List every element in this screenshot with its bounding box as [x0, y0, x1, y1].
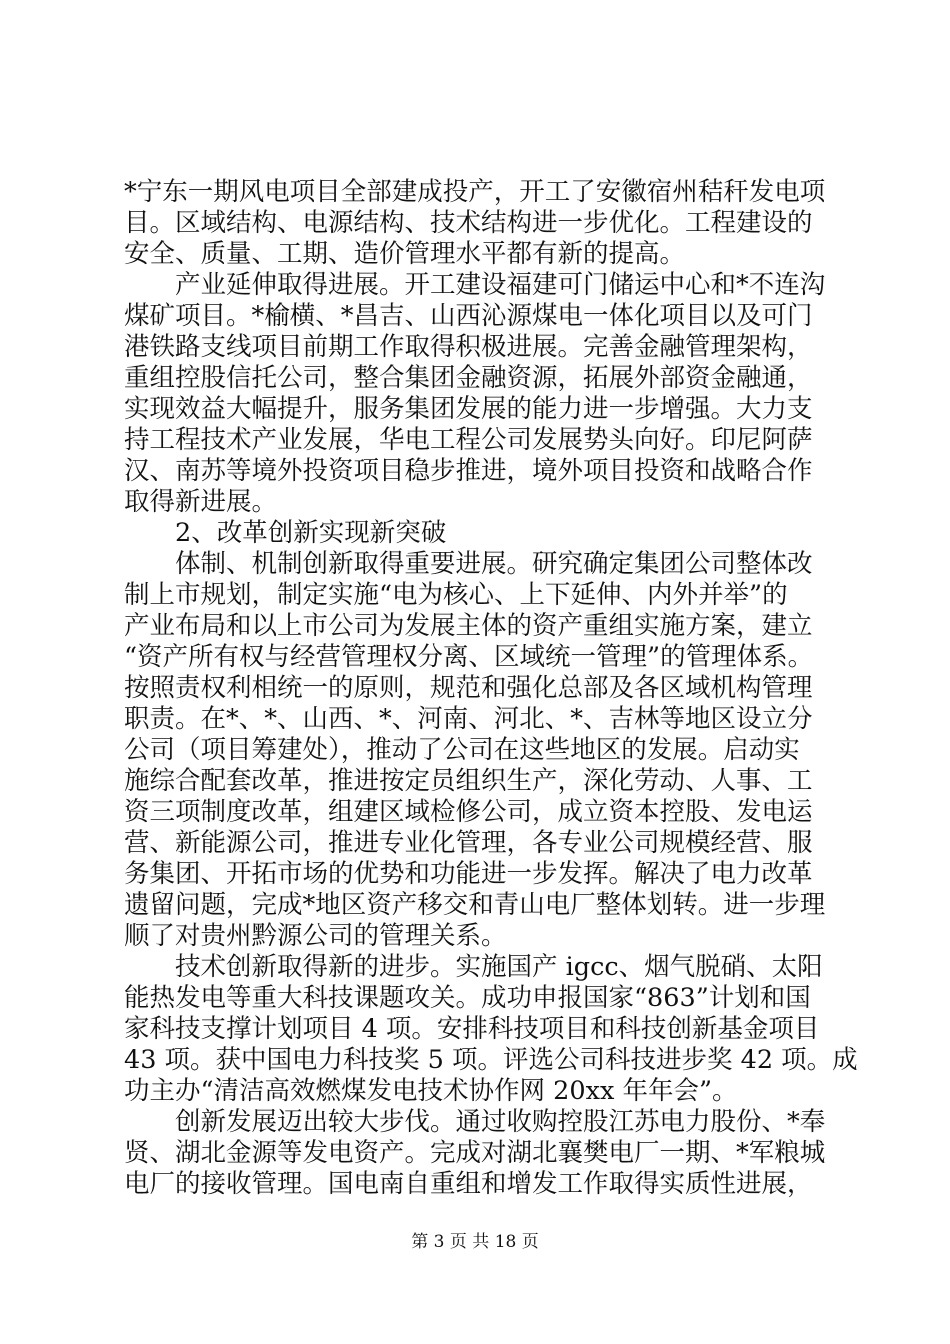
body-line: 目。区域结构、电源结构、技术结构进一步优化。工程建设的: [124, 208, 813, 238]
body-line: 重组控股信托公司，整合集团金融资源，拓展外部资金融通，: [124, 363, 813, 393]
section-heading: 2、改革创新实现新突破: [124, 518, 447, 548]
page-footer: 第 3 页 共 18 页: [411, 1232, 539, 1252]
body-line: 营、新能源公司，推进专业化管理，各专业公司规模经营、服: [124, 828, 813, 858]
body-line: 安全、质量、工期、造价管理水平都有新的提高。: [124, 239, 686, 269]
body-line: 体制、机制创新取得重要进展。研究确定集团公司整体改: [124, 549, 813, 579]
body-line: 持工程技术产业发展，华电工程公司发展势头向好。印尼阿萨: [124, 425, 813, 455]
body-line: 施综合配套改革，推进按定员组织生产，深化劳动、人事、工: [124, 766, 813, 796]
body-line: 资三项制度改革，组建区域检修公司，成立资本控股、发电运: [124, 797, 813, 827]
body-line: 贤、湖北金源等发电资产。完成对湖北襄樊电厂一期、*军粮城: [124, 1138, 826, 1168]
body-line: 取得新进展。: [124, 487, 278, 517]
body-line: 顺了对贵州黔源公司的管理关系。: [124, 921, 507, 951]
body-line: 职责。在*、*、山西、*、河南、河北、*、吉林等地区设立分: [124, 704, 813, 734]
body-line: 创新发展迈出较大步伐。通过收购控股江苏电力股份、*奉: [124, 1107, 826, 1137]
body-line: 务集团、开拓市场的优势和功能进一步发挥。解决了电力改革: [124, 859, 813, 889]
body-line: 产业延伸取得进展。开工建设福建可门储运中心和*不连沟: [124, 270, 826, 300]
body-line: 功主办“清洁高效燃煤发电技术协作网 20xx 年年会”。: [124, 1076, 738, 1106]
body-line: *宁东一期风电项目全部建成投产，开工了安徽宿州秸秆发电项: [124, 177, 826, 207]
body-line: 电厂的接收管理。国电南自重组和增发工作取得实质性进展，: [124, 1169, 813, 1199]
body-line: 技术创新取得新的进步。实施国产 igcc、烟气脱硝、太阳: [124, 952, 823, 982]
body-line: 港铁路支线项目前期工作取得积极进展。完善金融管理架构，: [124, 332, 813, 362]
body-line: 43 项。获中国电力科技奖 5 项。评选公司科技进步奖 42 项。成: [124, 1045, 858, 1075]
body-line: 产业布局和以上市公司为发展主体的资产重组实施方案，建立: [124, 611, 813, 641]
body-line: 汉、南苏等境外投资项目稳步推进，境外项目投资和战略合作: [124, 456, 813, 486]
body-line: 煤矿项目。*榆横、*昌吉、山西沁源煤电一体化项目以及可门: [124, 301, 813, 331]
body-line: 遗留问题，完成*地区资产移交和青山电厂整体划转。进一步理: [124, 890, 826, 920]
body-line: 公司（项目筹建处），推动了公司在这些地区的发展。启动实: [124, 735, 800, 765]
body-line: 能热发电等重大科技课题攻关。成功申报国家“863”计划和国: [124, 983, 811, 1013]
body-line: 制上市规划，制定实施“电为核心、上下延伸、内外并举”的: [124, 580, 788, 610]
body-line: 实现效益大幅提升，服务集团发展的能力进一步增强。大力支: [124, 394, 813, 424]
body-line: “资产所有权与经营管理权分离、区域统一管理”的管理体系。: [124, 642, 814, 672]
body-line: 家科技支撑计划项目 4 项。安排科技项目和科技创新基金项目: [124, 1014, 820, 1044]
body-line: 按照责权利相统一的原则，规范和强化总部及各区域机构管理: [124, 673, 813, 703]
